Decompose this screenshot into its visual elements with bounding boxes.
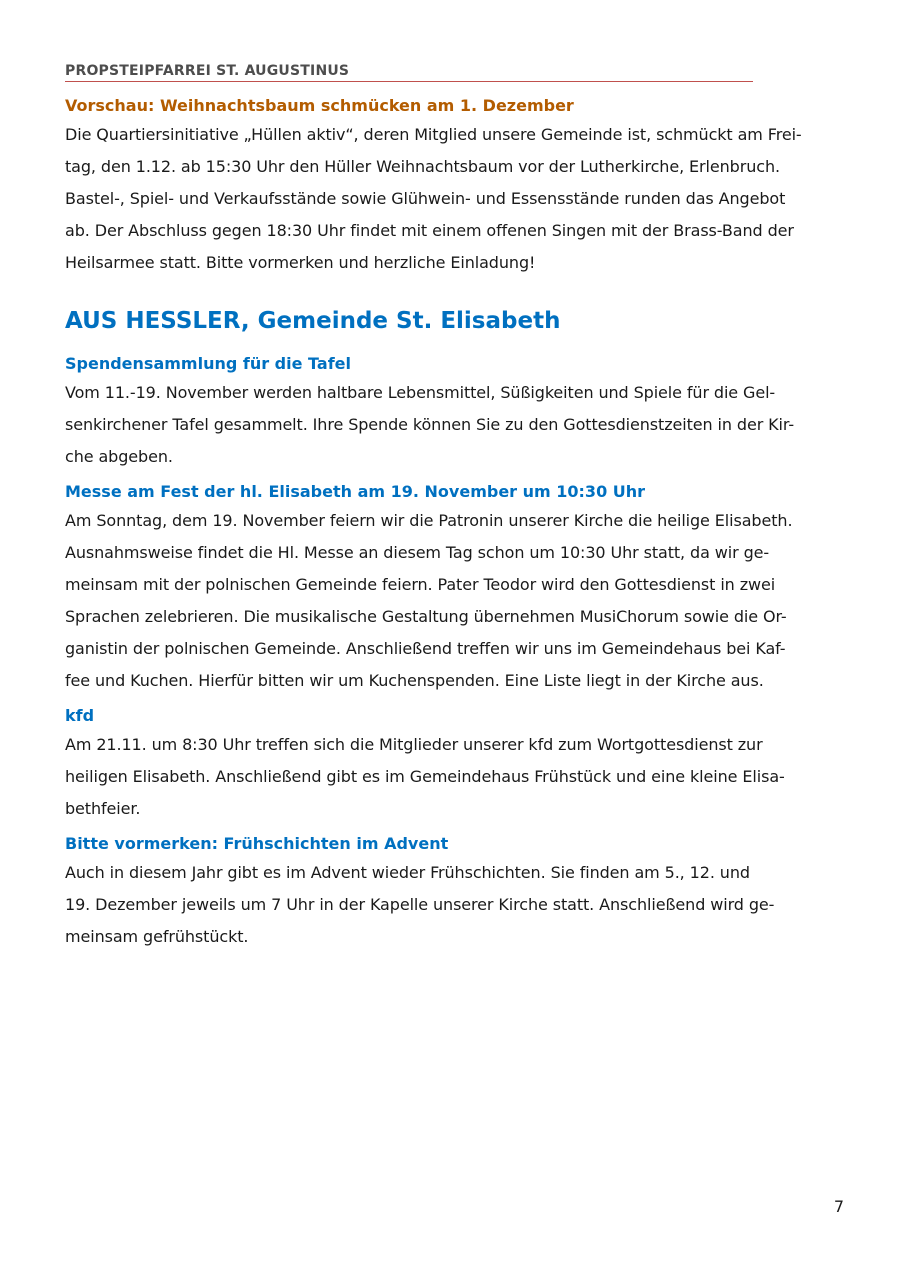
article-text: Vom 11.-19. November werden haltbare Lebensmittel, Süßigkeiten und Spiele für die Gel- senkirchener Tafel gesammelt. Ihre Spende können Sie zu den Gottesdienstzeiten in der Kir- che abgeben. [65,383,795,466]
page-content [65,95,843,961]
article-tafel [65,353,843,473]
preview-heading: Vorschau: Weihnachtsbaum schmücken am 1. Dezember [65,96,574,115]
article-text: Auch in diesem Jahr gibt es im Advent wieder Frühschichten. Sie finden am 5., 12. und 19. Dezember jeweils um 7 Uhr in der Kapelle unserer Kirche statt. Anschließend wird ge- meinsam gefrühstückt. [65,863,775,946]
preview-article [65,95,843,279]
article-text: Am Sonntag, dem 19. November feiern wir die Patronin unserer Kirche die heilige Elisabeth. Ausnahmsweise findet die Hl. Messe an diesem Tag schon um 10:30 Uhr statt, da wir ge- meinsam mit der polnischen Gemeinde feiern. Pater Teodor wird den Gottesdienst in zwei Sprachen zelebrieren. Die musikalische Gestaltung übernehmen MusiChorum sowie die Or- ganistin der polnischen Gemeinde. Anschließend treffen wir uns im Gemeindehaus bei Kaf- fee und Kuchen. Hierfür bitten wir um Kuchenspenden. Eine Liste liegt in der Kirche aus. [65,511,793,690]
article-elisabeth-mass [65,481,843,697]
running-header: PROPSTEIPFARREI ST. AUGUSTINUS [65,62,753,82]
page-number: 7 [833,1197,844,1216]
section-title: AUS HESSLER, Gemeinde St. Elisabeth [65,308,561,334]
preview-text: Die Quartiersinitiative „Hüllen aktiv“, deren Mitglied unsere Gemeinde ist, schmückt am Frei- tag, den 1.12. ab 15:30 Uhr den Hüller Weihnachtsbaum vor der Lutherkirche, Erlenbruch. Bastel-, Spiel- und Verkaufsstände sowie Glühwein- und Essensstände runden das Angebot ab. Der Abschluss gegen 18:30 Uhr findet mit einem offenen Singen mit der Brass-Band der Heilsarmee statt. Bitte vormerken und herzliche Einladung! [65,125,802,272]
article-heading: Spendensammlung für die Tafel [65,354,351,373]
article-heading: kfd [65,706,95,725]
article-fruehschichten [65,833,843,953]
article-heading: Messe am Fest der hl. Elisabeth am 19. November um 10:30 Uhr [65,482,646,501]
article-kfd [65,705,843,825]
article-heading: Bitte vormerken: Frühschichten im Advent [65,834,449,853]
article-text: Am 21.11. um 8:30 Uhr treffen sich die Mitglieder unserer kfd zum Wortgottesdienst zur heiligen Elisabeth. Anschließend gibt es im Gemeindehaus Frühstück und eine kleine Elisa- bethfeier. [65,735,785,818]
